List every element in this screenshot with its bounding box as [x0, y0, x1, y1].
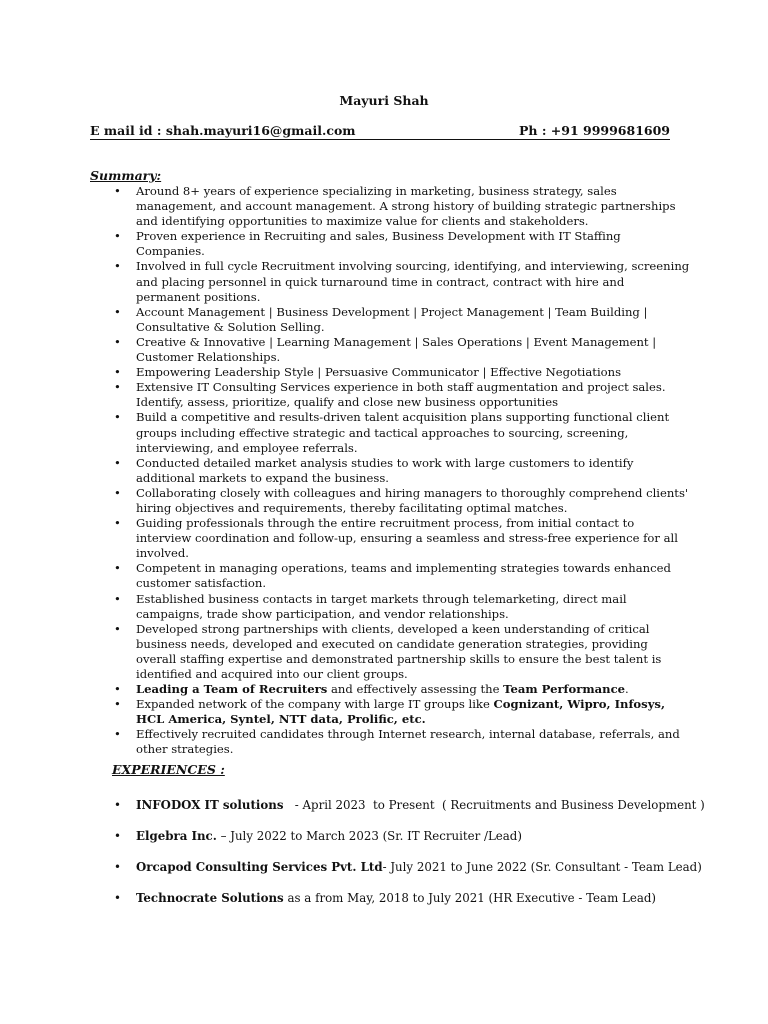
summary-item-text: Competent in managing operations, teams and implementing strategies towards enhanced customer satisfaction.: [136, 561, 671, 591]
experience-item: [90, 829, 710, 860]
summary-item: [90, 380, 690, 410]
experience-detail: - April 2023 to Present ( Recruitments and Business Development ): [283, 798, 705, 812]
summary-item: [90, 622, 690, 682]
summary-item-text: Creative & Innovative | Learning Management | Sales Operations | Event Management | Customer Relationships.: [136, 334, 657, 365]
summary-item-text: Effectively recruited candidates through Internet research, internal database, referrals, and other strategies.: [136, 727, 680, 757]
summary-item-bold-text: Cognizant, Wipro, Infosys, HCL America, Syntel, NTT data, Prolific, etc.: [136, 697, 665, 727]
summary-item-text: Build a competitive and results-driven talent acquisition plans supporting functional client groups including effective strategic and tactical approaches to sourcing, screening, interviewing, and employee referrals.: [136, 410, 670, 455]
summary-item-text: Involved in full cycle Recruitment involving sourcing, identifying, and interviewing, screening and placing personnel in quick turnaround time in contract, contract with hire and permanent positions.: [136, 259, 690, 304]
email-text: E mail id : shah.mayuri16@gmail.com: [90, 123, 356, 138]
summary-item: [90, 486, 690, 516]
summary-item: [90, 697, 690, 727]
summary-list: [90, 184, 690, 758]
summary-item: [90, 410, 690, 455]
summary-item: [90, 365, 690, 380]
summary-item-text: Around 8+ years of experience specializing in marketing, business strategy, sales management, and account management. A strong history of building strategic partnerships and identifying opportunities to maximize value for clients and stakeholders.: [136, 184, 676, 229]
summary-item: [90, 592, 690, 622]
candidate-name: Mayuri Shah: [339, 93, 429, 108]
summary-item-text: Collaborating closely with colleagues and hiring managers to thoroughly comprehend clients' hiring objectives and requirements, thereby facilitating optimal matches.: [136, 485, 689, 515]
summary-item-text: Conducted detailed market analysis studies to work with large customers to identify additional markets to expand the business.: [136, 455, 634, 485]
summary-item: [90, 259, 690, 304]
phone-text: Ph : +91 9999681609: [518, 123, 670, 138]
summary-item: [90, 305, 690, 335]
summary-item-text: Proven experience in Recruiting and sales, Business Development with IT Staffing Companies.: [136, 229, 621, 259]
summary-item-bold-text: Team Performance: [503, 682, 626, 697]
experience-list: [90, 798, 710, 922]
experience-item: [90, 860, 710, 891]
summary-item-text: .: [625, 682, 629, 697]
experience-detail: - July 2021 to June 2022 (Sr. Consultant - Team Lead): [382, 860, 702, 874]
summary-item: [90, 727, 690, 757]
experiences-heading: EXPERIENCES :: [112, 762, 225, 777]
summary-item: [90, 561, 690, 591]
summary-item-text: Account Management | Business Development | Project Management | Team Building | Consultative & Solution Selling.: [136, 304, 648, 334]
experience-company: INFODOX IT solutions: [136, 798, 284, 812]
summary-item-text: Empowering Leadership Style | Persuasive Communicator | Effective Negotiations: [136, 365, 622, 380]
summary-item: [90, 229, 690, 259]
contact-row: [90, 123, 670, 140]
summary-item: [90, 335, 690, 365]
summary-item-text: Extensive IT Consulting Services experience in both staff augmentation and project sales. Identify, assess, prioritize, qualify and close new business opportunities: [136, 380, 666, 410]
summary-heading: Summary:: [90, 168, 162, 183]
summary-item-bold-text: Leading a Team of Recruiters: [136, 682, 328, 697]
experience-company: Orcapod Consulting Services Pvt. Ltd: [136, 860, 383, 874]
summary-item: [90, 682, 690, 697]
summary-item-text: and effectively assessing the: [327, 682, 504, 697]
experience-company: Technocrate Solutions: [136, 891, 284, 905]
experience-detail: – July 2022 to March 2023 (Sr. IT Recruiter /Lead): [216, 829, 522, 843]
summary-item-text: Guiding professionals through the entire recruitment process, from initial contact to interview coordination and follow-up, ensuring a seamless and stress-free experience for all involved.: [136, 516, 678, 561]
summary-item: [90, 184, 690, 229]
experience-item: [90, 891, 710, 922]
summary-item-text: Expanded network of the company with large IT groups like: [136, 697, 494, 712]
experience-item: [90, 798, 710, 829]
summary-item-text: Established business contacts in target markets through telemarketing, direct mail campaigns, trade show participation, and vendor relationships.: [136, 591, 627, 621]
summary-item: [90, 516, 690, 561]
experience-detail: as a from May, 2018 to July 2021 (HR Executive - Team Lead): [283, 891, 657, 905]
summary-item: [90, 456, 690, 486]
summary-item-text: Developed strong partnerships with clients, developed a keen understanding of critical business needs, developed and executed on candidate generation strategies, providing overall staffing expertise and demonstrated partnership skills to ensure the best talent is identified and acquired into our client groups.: [136, 621, 662, 681]
experience-company: Elgebra Inc.: [136, 829, 217, 843]
